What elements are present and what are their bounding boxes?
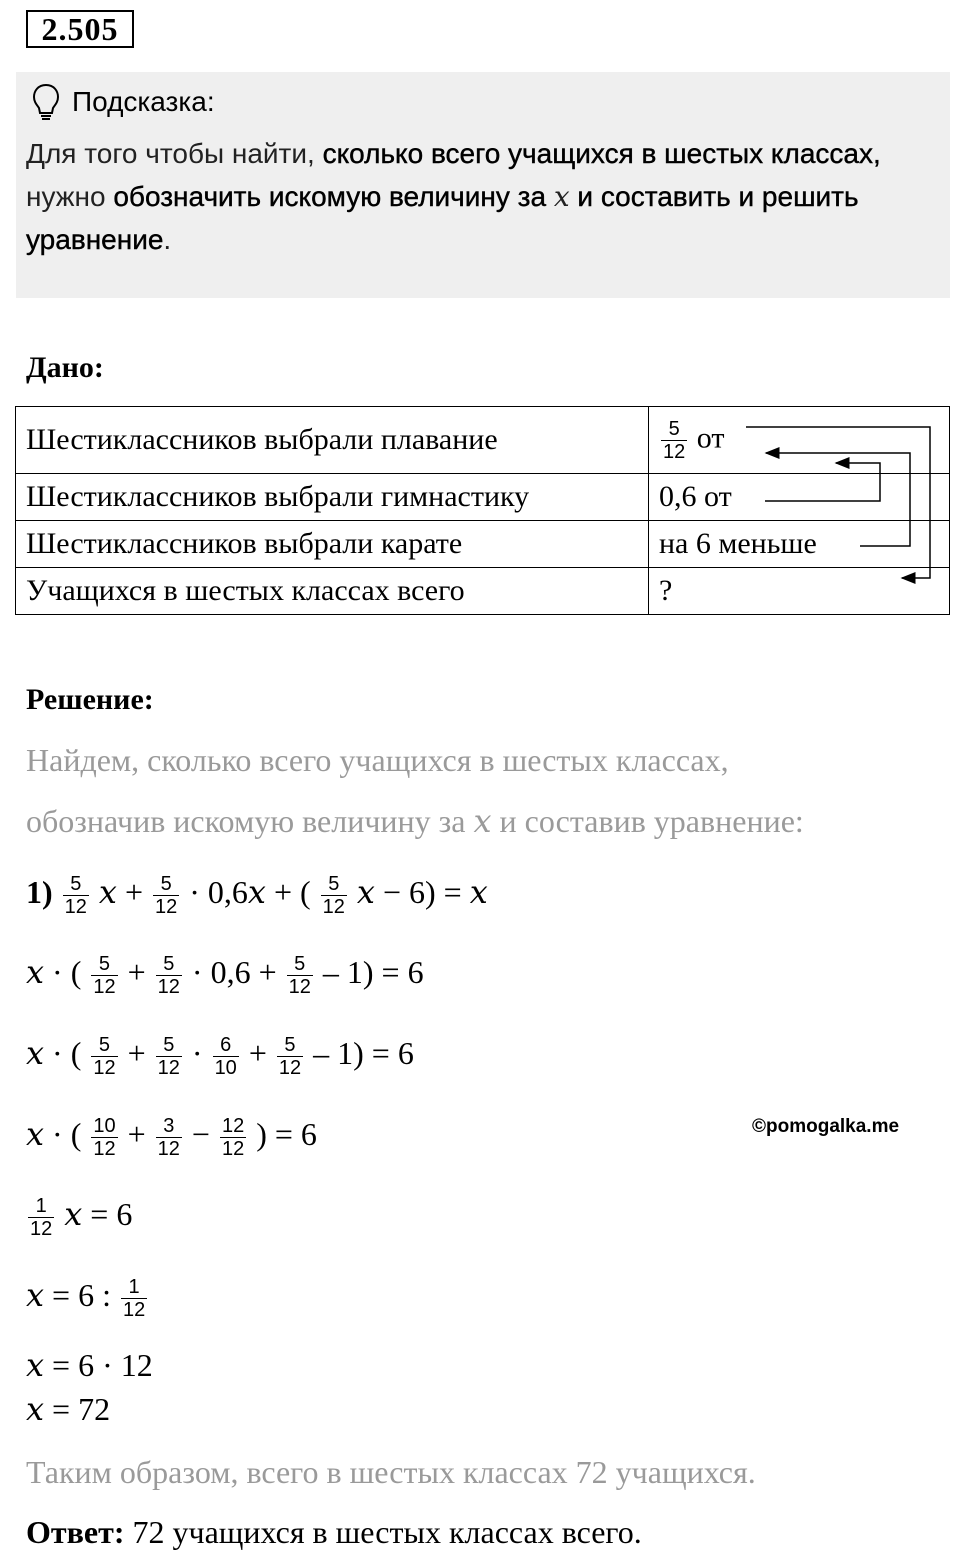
relation-arrows — [740, 420, 950, 595]
row-value: $\frac{5}{12}$ от — [649, 407, 950, 474]
equation-1: 1) $\frac{5}{12}$ x + $\frac{5}{12}$ · 0,6x + ( $\frac{5}{12}$ x − 6) = x — [26, 873, 488, 919]
equation-4: x · ( $\frac{10}{12}$ + $\frac{3}{12}$ − $\frac{12}{12}$ ) = 6 — [26, 1115, 317, 1161]
equation-8: x = 72 — [26, 1390, 111, 1428]
solution-conclusion: Таким образом, всего в шестых классах 72 учащихся. — [26, 1454, 756, 1490]
row-label: Шестиклассников выбрали плавание — [16, 407, 649, 474]
answer: Ответ: 72 учащихся в шестых классах всего. — [26, 1514, 642, 1550]
row-value: на 6 меньше — [649, 521, 950, 568]
equation-2: x · ( $\frac{5}{12}$ + $\frac{5}{12}$ · 0,6 + $\frac{5}{12}$ – 1) = 6 — [26, 953, 424, 999]
row-label: Шестиклассников выбрали гимнастику — [16, 474, 649, 521]
equation-7: x = 6 · 12 — [26, 1346, 153, 1384]
fraction: $\frac{5}{12}$ — [663, 417, 686, 463]
solution-intro-line-2: обозначив искомую величину за x и составив уравнение: — [26, 802, 804, 840]
given-heading: Дано: — [26, 351, 104, 384]
watermark: ©pomogalka.me — [752, 1116, 900, 1137]
problem-number: 2.505 — [26, 10, 134, 48]
row-label: Шестиклассников выбрали карате — [16, 521, 649, 568]
row-value: 0,6 от — [649, 474, 950, 521]
solution-intro-line-1: Найдем, сколько всего учащихся в шестых классах, — [26, 742, 729, 778]
hint-text: Для того чтобы найти, сколько всего учащихся в шестых классах, нужно обозначить искомую величину за x и составить и решить уравнение. — [26, 138, 881, 255]
variable-x: x — [553, 180, 570, 213]
equation-6: x = 6 : $\frac{1}{12}$ — [26, 1276, 146, 1322]
equation-5: $\frac{1}{12}$ x = 6 — [30, 1195, 133, 1241]
lightbulb-icon — [30, 82, 62, 122]
equation-3: x · ( $\frac{5}{12}$ + $\frac{5}{12}$ · $\frac{6}{10}$ + $\frac{5}{12}$ – 1) = 6 — [26, 1034, 414, 1080]
row-label: Учащихся в шестых классах всего — [16, 568, 649, 615]
hint-title: Подсказка: — [72, 86, 215, 117]
row-value: ? — [649, 568, 950, 615]
solution-heading: Решение: — [26, 683, 154, 716]
